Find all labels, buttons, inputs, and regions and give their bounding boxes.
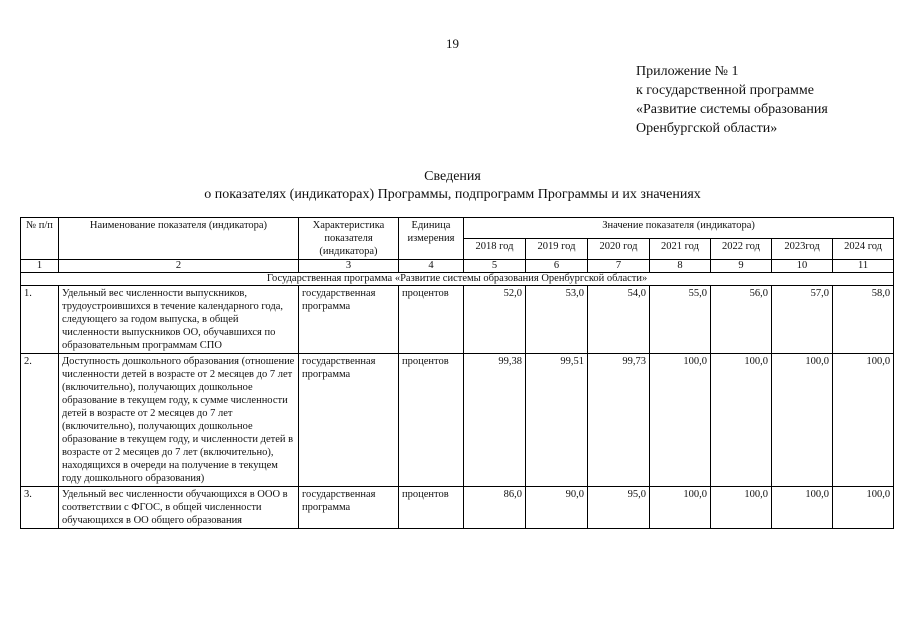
column-index: 5: [464, 260, 526, 273]
value-2019: 99,51: [526, 354, 588, 487]
header-row: [21, 218, 894, 239]
indicator-unit: процентов: [399, 354, 464, 487]
column-index: 7: [588, 260, 650, 273]
column-index: 11: [833, 260, 894, 273]
column-index: 4: [399, 260, 464, 273]
header-year: 2023год: [772, 239, 833, 260]
indicator-name: Удельный вес численности выпускников, трудоустроившихся в течение календарного года, следующего за годом выпуска, в общей численности выпускников ОО, обучавшихся по образовательным программам СПО: [59, 286, 299, 354]
value-2019: 90,0: [526, 487, 588, 529]
value-2020: 99,73: [588, 354, 650, 487]
indicator-unit: процентов: [399, 286, 464, 354]
header-year: 2022 год: [711, 239, 772, 260]
column-index: 6: [526, 260, 588, 273]
table-row: [21, 286, 894, 354]
row-num: 2.: [21, 354, 59, 487]
section-row: [21, 273, 894, 286]
indicator-characteristic: государственная программа: [299, 286, 399, 354]
table-row: [21, 354, 894, 487]
title-line: Сведения: [424, 169, 481, 184]
value-2019: 53,0: [526, 286, 588, 354]
header-year: 2021 год: [650, 239, 711, 260]
header-year: 2020 год: [588, 239, 650, 260]
row-num: 1.: [21, 286, 59, 354]
value-2021: 100,0: [650, 487, 711, 529]
header-year: 2018 год: [464, 239, 526, 260]
title-line: о показателях (индикаторах) Программы, подпрограмм Программы и их значениях: [204, 187, 701, 202]
indicator-name: Доступность дошкольного образования (отношение численности детей в возрасте от 2 месяцев до 7 лет (включительно), получающих дошкольное образование в текущем году, к сумме численности детей в возрасте от 2 месяцев до 7 лет (включительно), получающих дошкольное образование в текущем году, и численности детей в возрасте от 2 месяцев до 7 лет (включительно), находящихся в очереди на получение в текущем году дошкольного образования): [59, 354, 299, 487]
value-2024: 100,0: [833, 487, 894, 529]
appendix-block: [636, 62, 828, 138]
value-2023: 100,0: [772, 354, 833, 487]
value-2021: 55,0: [650, 286, 711, 354]
header-year: 2019 год: [526, 239, 588, 260]
value-2022: 100,0: [711, 487, 772, 529]
value-2018: 86,0: [464, 487, 526, 529]
indicators-table: [20, 217, 894, 529]
column-index: 10: [772, 260, 833, 273]
header-name: Наименование показателя (индикатора): [59, 218, 299, 260]
column-index: 3: [299, 260, 399, 273]
appendix-line: к государственной программе: [636, 83, 814, 98]
value-2022: 100,0: [711, 354, 772, 487]
header-characteristic: Характеристика показателя (индикатора): [299, 218, 399, 260]
appendix-line: «Развитие системы образования: [636, 102, 828, 117]
header-num: № п/п: [21, 218, 59, 260]
table-row: [21, 487, 894, 529]
value-2023: 100,0: [772, 487, 833, 529]
appendix-line: Оренбургской области»: [636, 121, 778, 136]
value-2024: 100,0: [833, 354, 894, 487]
column-index: 9: [711, 260, 772, 273]
indicator-unit: процентов: [399, 487, 464, 529]
document-title: [0, 168, 905, 204]
column-index: 1: [21, 260, 59, 273]
section-title: Государственная программа «Развитие системы образования Оренбургской области»: [21, 273, 894, 286]
header-values-group: Значение показателя (индикатора): [464, 218, 894, 239]
value-2018: 52,0: [464, 286, 526, 354]
value-2024: 58,0: [833, 286, 894, 354]
column-index-row: [21, 260, 894, 273]
page-number: 19: [446, 36, 459, 51]
value-2023: 57,0: [772, 286, 833, 354]
indicator-name: Удельный вес численности обучающихся в ООО в соответствии с ФГОС, в общей численности обучающихся в ОО общего образования: [59, 487, 299, 529]
appendix-line: Приложение № 1: [636, 64, 739, 79]
value-2020: 54,0: [588, 286, 650, 354]
column-index: 2: [59, 260, 299, 273]
row-num: 3.: [21, 487, 59, 529]
column-index: 8: [650, 260, 711, 273]
value-2022: 56,0: [711, 286, 772, 354]
indicator-characteristic: государственная программа: [299, 487, 399, 529]
header-unit: Единица измерения: [399, 218, 464, 260]
value-2021: 100,0: [650, 354, 711, 487]
header-year: 2024 год: [833, 239, 894, 260]
value-2020: 95,0: [588, 487, 650, 529]
indicator-characteristic: государственная программа: [299, 354, 399, 487]
value-2018: 99,38: [464, 354, 526, 487]
